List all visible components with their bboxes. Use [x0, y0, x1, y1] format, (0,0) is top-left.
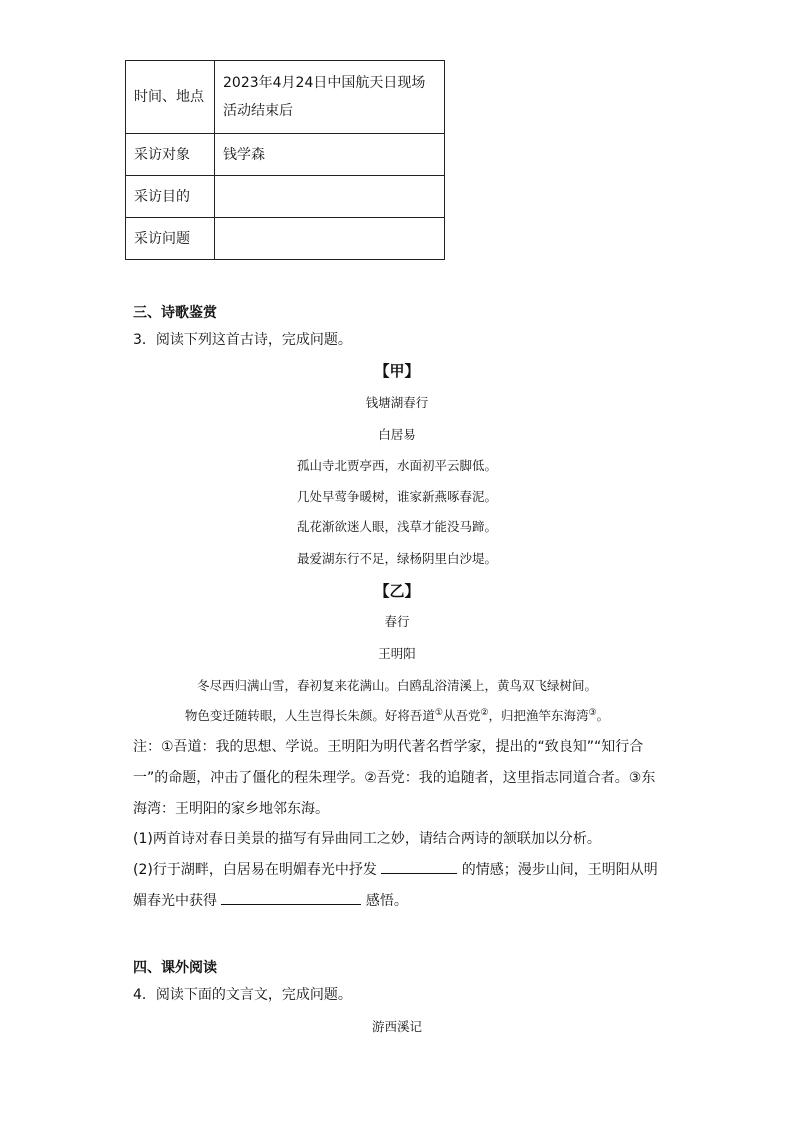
- poem-line: 乱花渐欲迷人眼，浅草才能没马蹄。: [296, 519, 497, 534]
- poem-marker: 【乙】: [374, 582, 420, 600]
- table-row: [126, 61, 445, 134]
- answer-blank[interactable]: [221, 888, 361, 905]
- poem-line-part: 从吾党: [442, 708, 481, 723]
- passage-title: 游西溪记: [371, 1019, 422, 1034]
- table-label-cell: 采访问题: [126, 218, 215, 260]
- sub-question-text: (2)行于湖畔，白居易在明媚春光中抒发: [133, 862, 377, 878]
- table-value-cell: 2023年4月24日中国航天日现场活动结束后: [215, 61, 445, 134]
- sub-question: (1)两首诗对春日美景的描写有异曲同工之妙，请结合两诗的颔联加以分析。: [133, 831, 601, 847]
- footnote-marker: ②: [480, 707, 489, 718]
- poem-author: 王明阳: [378, 646, 416, 661]
- table-label-cell: 采访对象: [126, 134, 215, 176]
- sub-question-text: 感悟。: [365, 893, 408, 909]
- table-value-cell: [215, 176, 445, 218]
- table-value-cell: 钱学森: [215, 134, 445, 176]
- interview-table: [125, 60, 445, 260]
- poem-line-part: 。: [596, 708, 610, 723]
- poem-title: 春行: [384, 614, 410, 629]
- footnote-marker: ①: [434, 707, 443, 718]
- poem-title: 钱塘湖春行: [365, 395, 429, 410]
- question-prompt: 3．阅读下列这首古诗，完成问题。: [133, 332, 352, 348]
- sub-question: [133, 855, 663, 917]
- section-heading: 四、课外阅读: [133, 960, 217, 976]
- poem-line: [0, 706, 794, 724]
- table-label-cell: 采访目的: [126, 176, 215, 218]
- footnote-marker: ③: [588, 707, 597, 718]
- poem-line: 几处早莺争暖树，谁家新燕啄春泥。: [296, 489, 497, 504]
- table-label-cell: 时间、地点: [126, 61, 215, 134]
- table-row: [126, 176, 445, 218]
- answer-blank[interactable]: [381, 857, 457, 874]
- poem-line: 孤山寺北贾亭西，水面初平云脚低。: [296, 458, 497, 473]
- table-row: [126, 134, 445, 176]
- poem-line: 最爱湖东行不足，绿杨阴里白沙堤。: [296, 551, 497, 566]
- section-heading: 三、诗歌鉴赏: [133, 305, 217, 321]
- poem-notes: 注：①吾道：我的思想、学说。王明阳为明代著名哲学家，提出的“致良知”“知行合一”的命题，冲击了僵化的程朱理学。②吾党：我的追随者，这里指志同道合者。③东海湾：王明阳的家乡地邻东海。: [133, 739, 656, 817]
- table-row: [126, 218, 445, 260]
- question-prompt: 4．阅读下面的文言文，完成问题。: [133, 987, 352, 1003]
- poem-marker: 【甲】: [374, 362, 420, 380]
- poem-line-part: 物色变迁随转眼，人生岂得长朱颜。好将吾道: [184, 708, 435, 723]
- poem-author: 白居易: [378, 427, 416, 442]
- sub-question-text: 的情感；漫步山间，王明阳从明媚春光中获得: [133, 862, 658, 909]
- table-value-cell: [215, 218, 445, 260]
- poem-line: 冬尽西归满山雪，春初复来花满山。白鸥乱浴清溪上，黄鸟双飞绿树间。: [196, 678, 597, 693]
- poem-line-part: ，归把渔竿东海湾: [488, 708, 589, 723]
